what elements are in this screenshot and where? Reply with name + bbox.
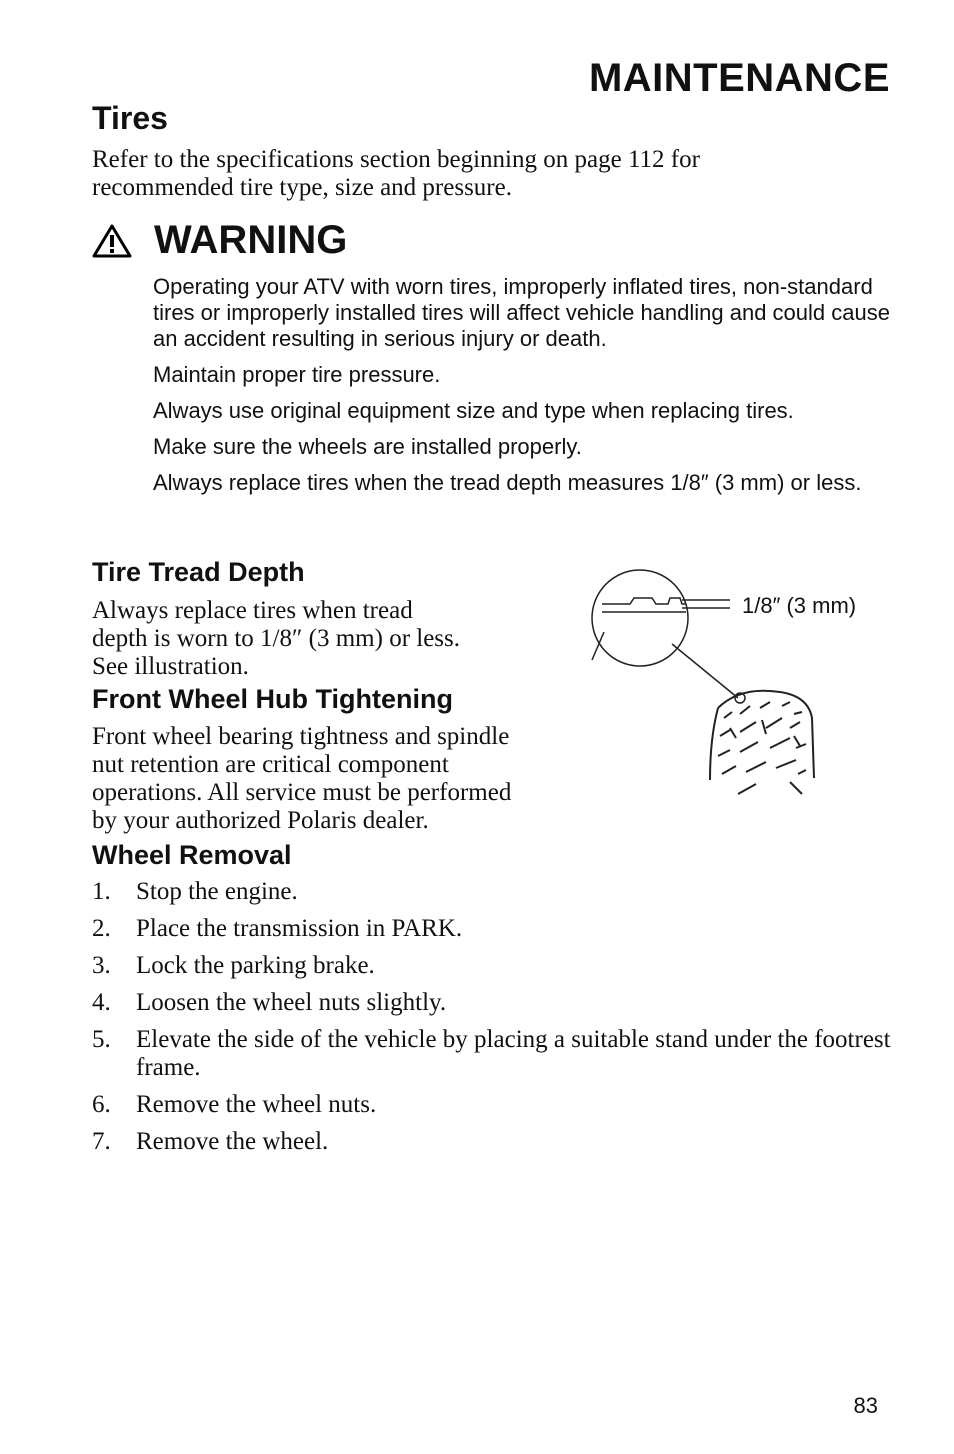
tread-depth-line: See illustration. [92,653,249,680]
warning-title [92,218,347,263]
warning-triangle-icon [92,224,132,258]
list-item [92,989,892,1017]
warning-paragraph: Always replace tires when the tread depth measures 1/8″ (3 mm) or less. [153,470,862,495]
tread-depth-line: Always replace tires when tread [92,597,413,624]
tread-depth-heading: Tire Tread Depth [92,557,305,587]
tire-graphic [710,691,814,794]
list-item [92,1026,892,1082]
step-number: 5. [92,1026,111,1053]
page-number: 83 [853,1393,878,1418]
magnifier-circle [592,570,745,703]
step-text: Remove the wheel. [136,1128,329,1155]
warning-title-text: WARNING [154,218,348,262]
wheel-removal-steps [92,878,892,1165]
warning-paragraph: Always use original equipment size and type when replacing tires. [153,398,794,423]
step-number: 6. [92,1091,111,1118]
step-number: 2. [92,915,111,942]
hub-line: operations. All service must be performed [92,779,512,806]
tread-depth-text [92,597,460,681]
tread-depth-figure-label: 1/8″ (3 mm) [742,593,857,618]
list-item [92,878,892,906]
step-text: Loosen the wheel nuts slightly. [136,989,447,1016]
warning-paragraph: Make sure the wheels are installed properly. [153,434,582,459]
step-text: Remove the wheel nuts. [136,1091,377,1118]
list-item [92,1128,892,1156]
hub-line: nut retention are critical component [92,751,449,778]
step-text: Lock the parking brake. [136,952,375,979]
step-number: 7. [92,1128,111,1155]
hub-text [92,723,511,835]
hub-line: by your authorized Polaris dealer. [92,807,429,834]
section-header: MAINTENANCE [588,56,890,100]
step-number: 4. [92,989,111,1016]
tires-heading: Tires [92,100,168,136]
list-item [92,1091,892,1119]
step-number: 3. [92,952,111,979]
wheel-removal-heading: Wheel Removal [92,840,292,870]
warning-body [153,274,898,506]
step-text: Elevate the side of the vehicle by placing a suitable stand under the footrest frame. [136,1026,891,1081]
warning-paragraph: Operating your ATV with worn tires, improperly inflated tires, non-standard tires or improperly installed tires will affect vehicle handling and could cause an accident resulting in serious injury or death. [153,274,890,351]
tires-intro: Refer to the specifications section beginning on page 112 for recommended tire type, size and pressure. [92,146,700,201]
step-text: Place the transmission in PARK. [136,915,463,942]
list-item [92,915,892,943]
step-text: Stop the engine. [136,878,298,905]
step-number: 1. [92,878,111,905]
tread-depth-line: depth is worn to 1/8″ (3 mm) or less. [92,625,461,652]
hub-line: Front wheel bearing tightness and spindle [92,723,510,750]
list-item [92,952,892,980]
warning-paragraph: Maintain proper tire pressure. [153,362,441,387]
hub-heading: Front Wheel Hub Tightening [92,684,453,714]
